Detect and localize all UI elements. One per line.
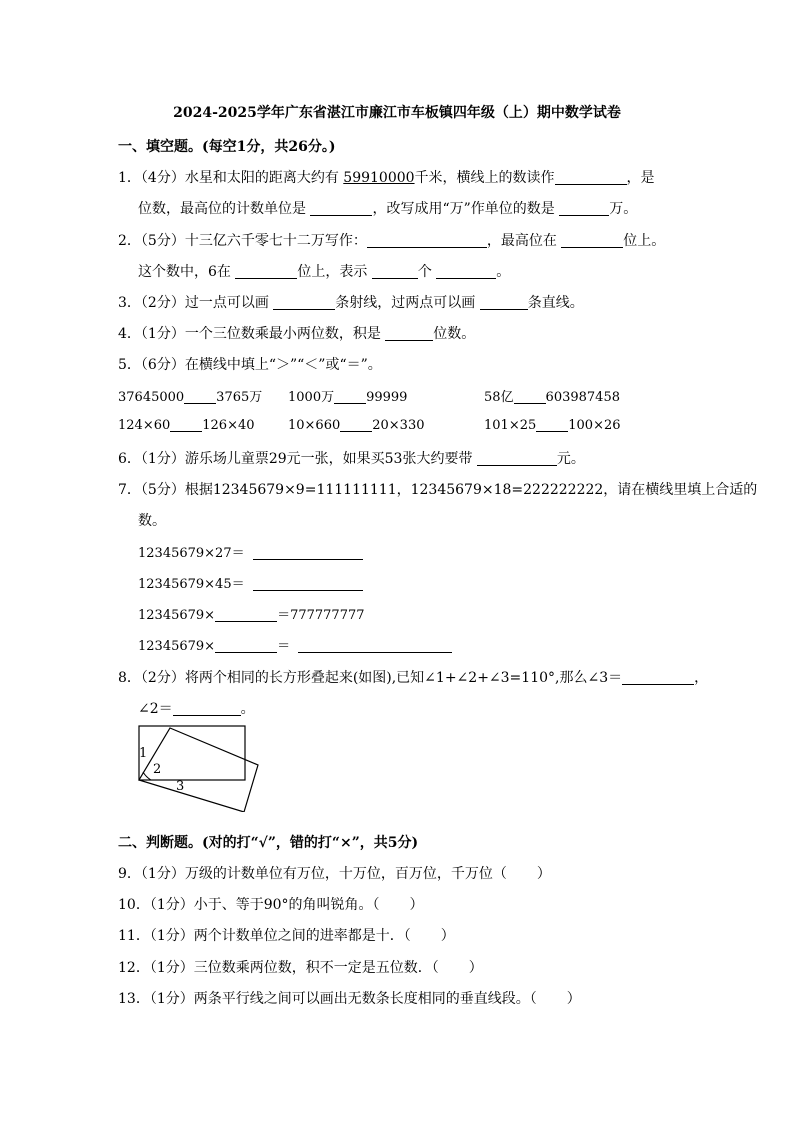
compare-item: 37645000 3765万 [118,390,263,405]
answer-blank[interactable] [559,201,609,216]
answer-blank[interactable] [372,264,418,279]
exam-title: 2024-2025学年广东省湛江市廉江市车板镇四年级（上）期中数学试卷 [173,105,621,121]
answer-blank[interactable] [477,451,557,466]
answer-blank[interactable] [173,701,241,716]
question-9: 9．（1分）万级的计数单位有万位，十万位，百万位，千万位（ ） [118,866,551,882]
compare-item: 124×60 126×40 [118,418,255,433]
answer-blank[interactable] [273,295,335,310]
question-2-line-2: 这个数中，6在 位上，表示 个 。 [138,264,511,280]
answer-blank[interactable] [253,576,363,591]
question-8-line-1: 8．（2分）将两个相同的长方形叠起来(如图),已知∠1+∠2+∠3=110°,那么∠3＝ ， [118,670,709,686]
answer-blank[interactable] [555,170,627,185]
question-7-item-3: 12345679× ＝777777777 [138,608,365,623]
question-7-item-2: 12345679×45＝ [138,573,363,592]
answer-blank[interactable] [310,201,372,216]
question-13: 13．（1分）两条平行线之间可以画出无数条长度相同的垂直线段。（ ） [118,991,581,1007]
question-1-line-2: 位数，最高位的计数单位是 ，改写成用“万”作单位的数是 万。 [138,201,638,217]
compare-item: 101×25 100×26 [484,418,621,433]
answer-blank[interactable] [184,389,216,404]
question-3: 3．（2分）过一点可以画 条射线，过两点可以画 条直线。 [118,295,584,311]
question-10: 10．（1分）小于、等于90°的角叫锐角。（ ） [118,897,424,913]
answer-blank[interactable] [215,638,277,653]
answer-blank[interactable] [436,264,496,279]
question-11: 11．（1分）两个计数单位之间的进率都是十．（ ） [118,928,455,944]
question-2-line-1: 2．（5分）十三亿六千零七十二万写作： ，最高位在 位上。 [118,233,666,249]
answer-blank[interactable] [480,295,528,310]
compare-item: 58亿 603987458 [484,390,620,405]
answer-blank[interactable] [334,389,366,404]
answer-blank[interactable] [253,545,363,560]
compare-item: 1000万 99999 [288,390,408,405]
answer-blank[interactable] [367,233,487,248]
answer-blank[interactable] [622,670,694,685]
answer-blank[interactable] [340,417,372,432]
question-6: 6．（1分）游乐场儿童票29元一张，如果买53张大约要带 元。 [118,451,585,467]
question-7-item-1: 12345679×27＝ [138,542,363,561]
section-2-heading: 二、判断题。(对的打“√”，错的打“×”，共5分) [118,835,419,851]
angle-label-3: 3 [176,779,185,794]
answer-blank[interactable] [170,417,202,432]
question-12: 12．（1分）三位数乘两位数，积不一定是五位数．（ ） [118,960,483,976]
answer-blank[interactable] [536,417,568,432]
answer-blank[interactable] [215,607,277,622]
answer-blank[interactable] [235,264,297,279]
section-1-heading: 一、填空题。(每空1分，共26分。) [118,139,336,155]
compare-item: 10×660 20×330 [288,418,425,433]
question-7-line-1: 7．（5分）根据12345679×9=111111111，12345679×18=222222222，请在横线里填上合适的 [118,482,758,498]
question-8-line-2: ∠2＝ 。 [138,701,255,717]
question-7-item-4: 12345679× ＝ [138,635,452,654]
answer-blank[interactable] [385,326,433,341]
angle-arc [143,772,151,780]
underlined-number: 59910000 [343,170,415,186]
answer-blank[interactable] [298,638,452,653]
question-7-line-2: 数。 [138,513,166,529]
answer-blank[interactable] [514,389,546,404]
question-4: 4．（1分）一个三位数乘最小两位数，积是 位数。 [118,326,476,342]
answer-blank[interactable] [561,233,623,248]
overlapping-rectangles-figure [130,722,270,812]
angle-label-2: 2 [153,762,162,777]
angle-label-1: 1 [139,746,148,761]
question-5: 5．（6分）在横线中填上“＞”“＜”或“＝”。 [118,357,382,373]
question-1-line-1: 1．（4分）水星和太阳的距离大约有 59910000千米，横线上的数读作 ，是 [118,170,655,186]
